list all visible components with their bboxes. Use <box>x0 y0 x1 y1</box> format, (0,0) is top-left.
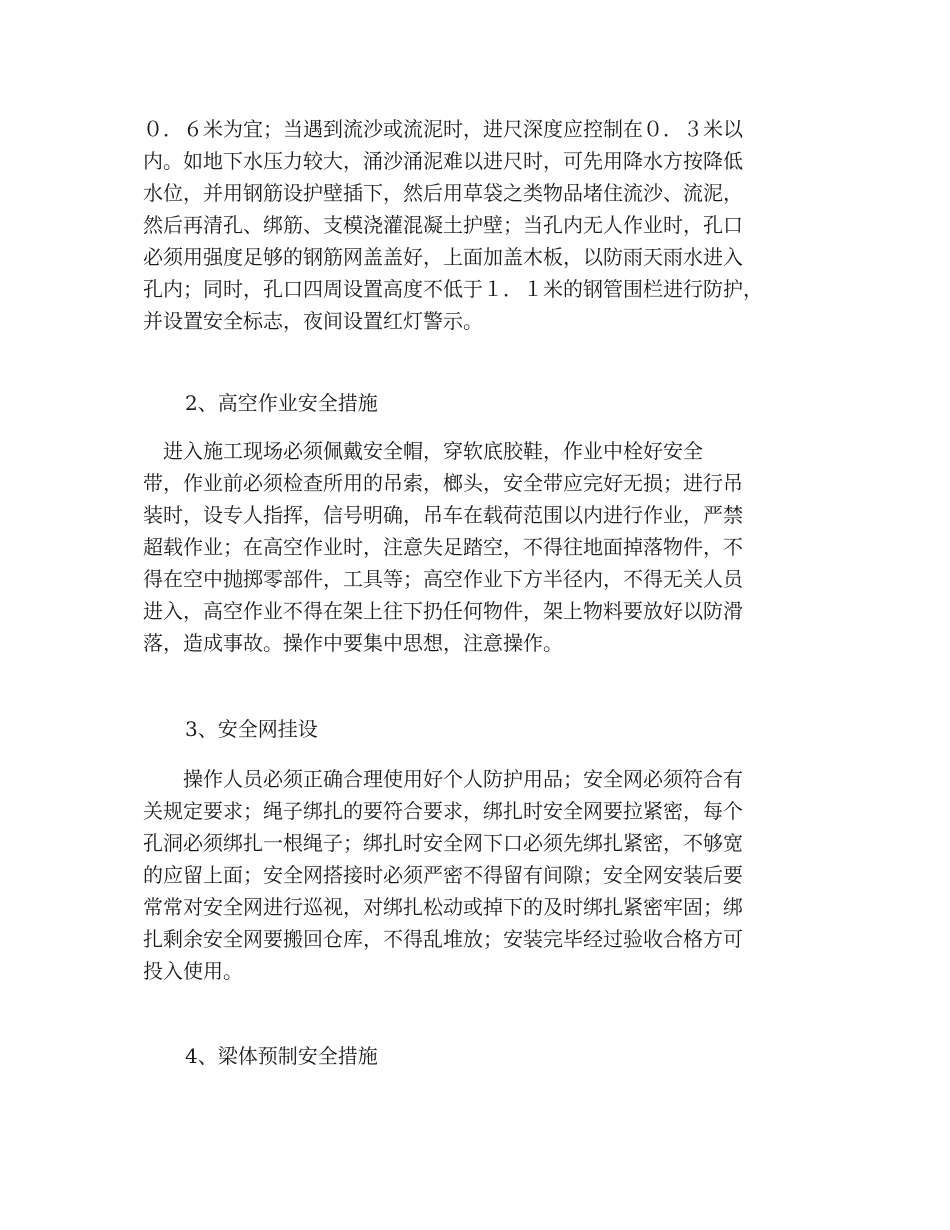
paragraph-line: 水位，并用钢筋设护壁插下，然后用草袋之类物品堵住流沙、流泥， <box>143 181 743 205</box>
paragraph-line: 操作人员必须正确合理使用好个人防护用品；安全网必须符合有 <box>143 767 743 791</box>
paragraph-line: 的应留上面；安全网搭接时必须严密不得留有间隙；安全网安装后要 <box>143 863 743 887</box>
paragraph-safety-net <box>143 763 813 987</box>
paragraph-line: 关规定要求；绳子绑扎的要符合要求，绑扎时安全网要拉紧密，每个 <box>143 799 743 823</box>
paragraph-line: 并设置安全标志，夜间设置红灯警示。 <box>143 309 483 333</box>
paragraph-high-altitude-safety <box>143 435 813 659</box>
paragraph-line: 扎剩余安全网要搬回仓库，不得乱堆放；安装完毕经过验收合格方可 <box>143 927 743 951</box>
section-heading-text: 2、高空作业安全措施 <box>185 391 378 415</box>
paragraph-line: ０．６米为宜；当遇到流沙或流泥时，进尺深度应控制在０．３米以 <box>143 117 743 141</box>
paragraph-line: 装时，设专人指挥，信号明确，吊车在载荷范围以内进行作业，严禁 <box>143 503 743 527</box>
paragraph-line: 投入使用。 <box>143 959 243 983</box>
section-heading-text: 3、安全网挂设 <box>185 717 318 741</box>
section-heading-high-altitude <box>143 387 813 419</box>
paragraph-excavation-safety <box>143 113 813 337</box>
paragraph-line: 内。如地下水压力较大，涌沙涌泥难以进尺时，可先用降水方按降低 <box>143 149 743 173</box>
paragraph-line: 超载作业；在高空作业时，注意失足踏空，不得往地面掉落物件，不 <box>143 535 743 559</box>
paragraph-line: 必须用强度足够的钢筋网盖盖好，上面加盖木板，以防雨天雨水进入 <box>143 245 743 269</box>
section-heading-beam-precast <box>143 1040 813 1072</box>
paragraph-line: 孔洞必须绑扎一根绳子；绑扎时安全网下口必须先绑扎紧密，不够宽 <box>143 831 743 855</box>
section-heading-text: 4、梁体预制安全措施 <box>185 1044 378 1068</box>
paragraph-line: 带，作业前必须检查所用的吊索，榔头，安全带应完好无损；进行吊 <box>143 471 743 495</box>
paragraph-line: 常常对安全网进行巡视，对绑扎松动或掉下的及时绑扎紧密牢固；绑 <box>143 895 743 919</box>
paragraph-line: 进入，高空作业不得在架上往下扔任何物件，架上物料要放好以防滑 <box>143 599 743 623</box>
paragraph-line: 落，造成事故。操作中要集中思想，注意操作。 <box>143 631 563 655</box>
paragraph-line: 得在空中抛掷零部件，工具等；高空作业下方半径内，不得无关人员 <box>143 567 743 591</box>
section-heading-safety-net <box>143 713 813 745</box>
paragraph-line: 然后再清孔、绑筋、支模浇灌混凝土护壁；当孔内无人作业时，孔口 <box>143 213 743 237</box>
paragraph-line: 进入施工现场必须佩戴安全帽，穿软底胶鞋，作业中栓好安全 <box>143 439 703 463</box>
paragraph-line: 孔内；同时，孔口四周设置高度不低于１．１米的钢管围栏进行防护， <box>143 277 763 301</box>
